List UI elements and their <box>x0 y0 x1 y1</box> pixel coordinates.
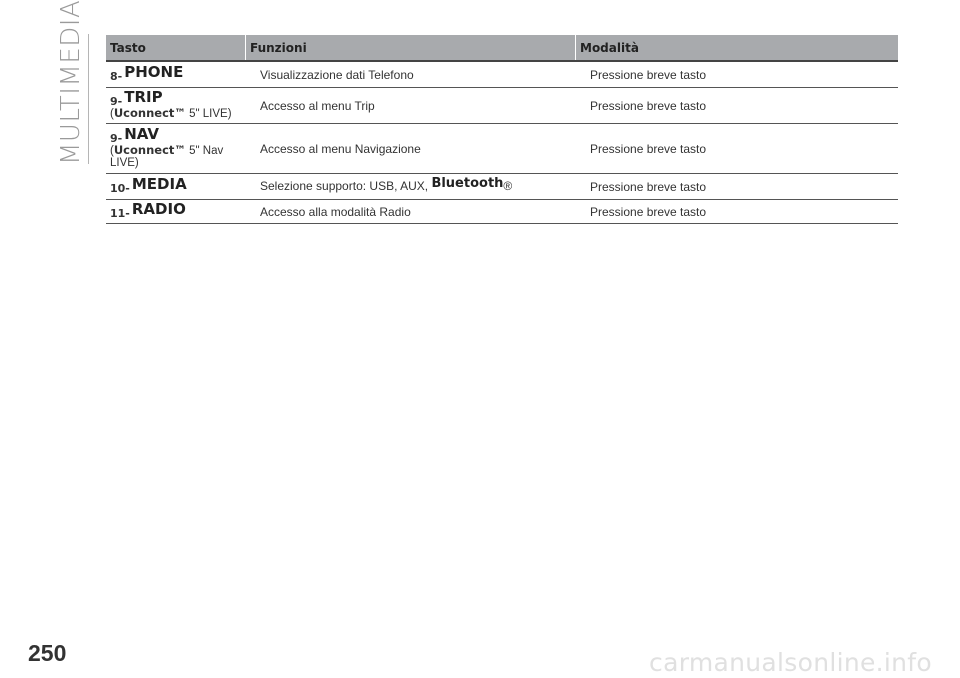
function-cell: Accesso al menu Trip <box>260 98 375 113</box>
bluetooth-brand: Bluetooth <box>431 176 504 191</box>
paren-open: ( <box>110 108 114 120</box>
key-name: MEDIA <box>131 174 187 193</box>
mode-cell: Pressione breve tasto <box>590 179 707 194</box>
page-number: 250 <box>28 640 67 666</box>
table-row <box>106 88 898 124</box>
header-modalita: Modalità <box>580 40 639 55</box>
brand-name: Uconnect™ <box>113 106 186 120</box>
mode-cell: Pressione breve tasto <box>590 67 707 82</box>
table-row <box>106 124 898 174</box>
table-row <box>106 200 898 224</box>
watermark: carmanualsonline.info <box>649 648 932 677</box>
key-name: RADIO <box>131 199 186 218</box>
controls-table <box>106 35 898 224</box>
key-number: 10- <box>110 181 130 195</box>
key-number: 8- <box>110 69 123 83</box>
key-number: 9- <box>110 132 123 145</box>
table-row <box>106 174 898 200</box>
table-row <box>106 62 898 88</box>
function-cell: Accesso alla modalità Radio <box>260 204 411 219</box>
key-cell <box>106 199 246 221</box>
function-cell: Visualizzazione dati Telefono <box>260 67 414 82</box>
key-cell <box>106 125 246 169</box>
key-cell <box>106 88 246 120</box>
key-variant-note <box>110 107 246 120</box>
key-name: NAV <box>124 125 159 143</box>
key-number: 11- <box>110 206 130 220</box>
key-cell <box>106 174 246 196</box>
paren-open: ( <box>110 145 114 157</box>
mode-cell: Pressione breve tasto <box>590 204 707 219</box>
variant-text: 5" LIVE) <box>185 108 232 120</box>
key-name: PHONE <box>124 62 184 81</box>
mode-cell: Pressione breve tasto <box>590 141 707 156</box>
function-cell <box>246 176 576 194</box>
header-tasto: Tasto <box>106 35 246 60</box>
registered-mark: ® <box>503 179 513 193</box>
key-variant-note <box>110 144 230 169</box>
mode-cell: Pressione breve tasto <box>590 98 707 113</box>
brand-name: Uconnect™ <box>113 143 186 157</box>
table-header <box>106 35 898 62</box>
variant-text: 5" Nav LIVE) <box>110 145 224 169</box>
section-label: MULTIMEDIA <box>56 0 86 165</box>
section-divider <box>88 34 89 164</box>
key-number: 9- <box>110 95 123 108</box>
header-funzioni: Funzioni <box>246 35 576 60</box>
key-cell <box>106 62 246 84</box>
function-cell: Accesso al menu Navigazione <box>260 141 421 156</box>
key-name: TRIP <box>124 88 163 106</box>
function-text: Selezione supporto: USB, AUX, <box>260 179 432 193</box>
